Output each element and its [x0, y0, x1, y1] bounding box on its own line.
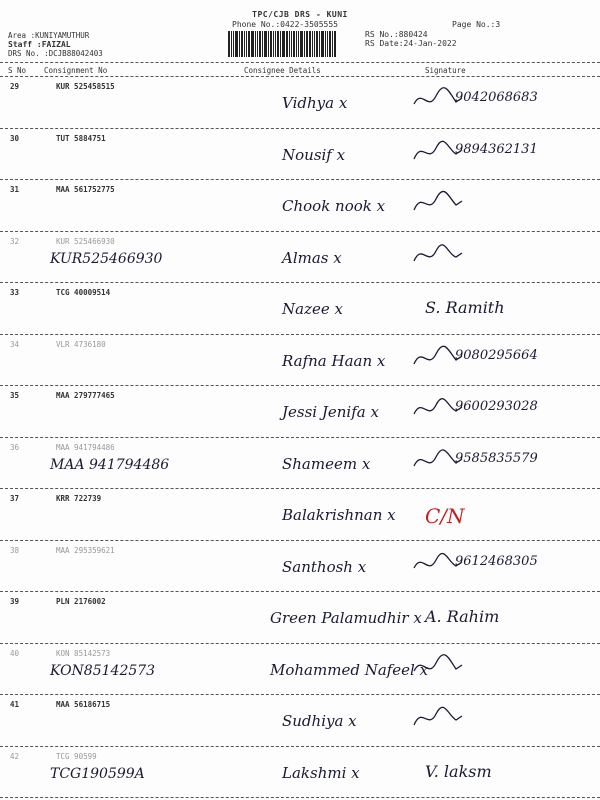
row-consignment-no: KUR 525466930	[56, 236, 115, 246]
barcode-bar	[319, 31, 320, 57]
barcode-bar	[244, 31, 245, 57]
barcode-bar	[248, 31, 250, 57]
phone-number: Phone No.:0422-3505555	[232, 20, 338, 29]
row-consignee-name: Lakshmi x	[282, 763, 360, 782]
barcode-bar	[277, 31, 279, 57]
row-consignee-name: Chook nook x	[282, 197, 386, 215]
row-phone-number: 9042068683	[455, 90, 538, 105]
row-consignee-name: Nazee x	[282, 300, 343, 318]
row-consignment-no: KUR 525458515	[56, 82, 115, 91]
barcode-bar	[300, 31, 303, 57]
row-sno: 31	[10, 185, 20, 194]
barcode-bar	[329, 31, 331, 57]
barcode-bar	[325, 31, 326, 57]
barcode-bar	[314, 31, 315, 57]
row-consignee-name: Almas x	[282, 248, 342, 267]
document-title: TPC/CJB DRS - KUNI	[252, 10, 348, 19]
row-divider	[0, 643, 600, 644]
row-divider	[0, 797, 600, 798]
row-phone-number: 9600293028	[455, 399, 538, 414]
barcode-image	[228, 31, 360, 57]
row-consignment-no: PLN 2176002	[56, 597, 106, 606]
barcode-bar	[255, 31, 256, 57]
barcode-bar	[233, 31, 234, 57]
row-sno: 34	[10, 339, 20, 349]
barcode-bar	[298, 31, 299, 57]
column-header-consignment: Consignment No	[44, 66, 108, 75]
row-consignee-name: Mohammed Nafeel x	[270, 660, 429, 679]
barcode-bar	[280, 31, 281, 57]
row-consignment-no: KRR 722739	[56, 494, 102, 503]
row-consignee-name: Sudhiya x	[282, 712, 357, 730]
barcode-bar	[316, 31, 318, 57]
barcode-bar	[251, 31, 254, 57]
row-phone-number: 9585835579	[455, 450, 538, 466]
row-handwritten-consignment: MAA 941794486	[50, 456, 170, 473]
staff-field: Staff :FAIZAL	[8, 40, 71, 49]
row-signature-mark	[412, 653, 464, 681]
barcode-bar	[235, 31, 238, 57]
barcode-bar	[273, 31, 274, 57]
row-consignment-no: TCG 90599	[56, 751, 97, 761]
row-sno: 38	[10, 545, 20, 555]
row-handwritten-consignment: KON85142573	[50, 662, 156, 679]
barcode-bar	[327, 31, 328, 57]
row-phone-number: 9612468305	[455, 553, 538, 569]
barcode-bar	[282, 31, 285, 57]
barcode-bar	[332, 31, 333, 57]
column-header-signature: Signature	[425, 66, 466, 75]
row-sno: 42	[10, 751, 20, 761]
barcode-bar	[321, 31, 324, 57]
barcode-bar	[262, 31, 263, 57]
row-consignee-name: Jessi Jenifa x	[282, 403, 379, 421]
row-divider	[0, 591, 600, 592]
drs-number: DRS No. :DCJB88042403	[8, 49, 103, 58]
barcode-bar	[289, 31, 290, 57]
row-consignee-name: Shameem x	[282, 454, 371, 473]
barcode-bar	[275, 31, 276, 57]
row-divider	[0, 488, 600, 489]
barcode-bar	[231, 31, 232, 57]
row-divider	[0, 128, 600, 129]
row-consignee-name: Santhosh x	[282, 557, 367, 576]
barcode-bar	[270, 31, 272, 57]
row-divider	[0, 746, 600, 747]
barcode-bar	[286, 31, 288, 57]
row-phone-number: 9894362131	[455, 141, 538, 157]
barcode-bar	[293, 31, 295, 57]
row-consignee-name: Rafna Haan x	[282, 351, 386, 370]
row-sno: 33	[10, 288, 20, 297]
barcode-bar	[291, 31, 292, 57]
rs-number: RS No.:880424	[365, 30, 428, 39]
column-header-consignee: Consignee Details	[244, 66, 321, 75]
row-signature-text: S. Ramith	[425, 298, 505, 317]
row-consignment-no: VLR 4736180	[56, 339, 106, 349]
row-signature-mark	[412, 241, 464, 269]
barcode-bar	[268, 31, 269, 57]
row-consignment-no: MAA 56186715	[56, 700, 111, 709]
barcode-bar	[304, 31, 305, 57]
barcode-bar	[334, 31, 336, 57]
row-divider	[0, 437, 600, 438]
row-divider	[0, 282, 600, 283]
row-consignment-no: MAA 295359621	[56, 545, 115, 555]
row-phone-number: 9080295664	[455, 347, 538, 363]
row-signature-mark	[412, 704, 464, 732]
row-consignee-name: Green Palamudhir x	[270, 609, 422, 627]
row-sno: 36	[10, 442, 20, 452]
row-consignment-no: TUT 5884751	[56, 133, 106, 143]
area-field: Area :KUNIYAMUTHUR	[8, 31, 90, 40]
row-sno: 30	[10, 133, 20, 143]
row-consignment-no: MAA 561752775	[56, 185, 115, 194]
row-sno: 39	[10, 597, 20, 606]
row-sno: 32	[10, 236, 20, 246]
row-consignment-no: MAA 279777465	[56, 391, 115, 400]
barcode-bar	[239, 31, 240, 57]
page-number: Page No.:3	[452, 20, 501, 29]
row-consignee-name: Balakrishnan x	[282, 506, 396, 524]
row-consignment-no: TCG 40009514	[56, 288, 111, 297]
row-divider	[0, 334, 600, 335]
row-consignee-name: Vidhya x	[282, 94, 348, 112]
row-sno: 37	[10, 494, 20, 503]
barcode-bar	[306, 31, 308, 57]
row-signature-mark	[412, 189, 464, 217]
barcode-bar	[296, 31, 297, 57]
row-divider	[0, 385, 600, 386]
barcode-bar	[246, 31, 247, 57]
rs-date: RS Date:24-Jan-2022	[365, 39, 457, 48]
barcode-bar	[312, 31, 313, 57]
row-sno: 41	[10, 700, 20, 709]
header-divider-bottom	[0, 76, 600, 77]
row-signature-text: A. Rahim	[425, 607, 500, 626]
barcode-bar	[228, 31, 230, 57]
barcode-bar	[309, 31, 311, 57]
row-consignment-no: KON 85142573	[56, 648, 111, 658]
barcode-bar	[257, 31, 258, 57]
row-handwritten-consignment: TCG190599A	[50, 765, 145, 782]
row-sno: 29	[10, 82, 20, 91]
row-divider	[0, 179, 600, 180]
barcode-bar	[264, 31, 267, 57]
row-divider	[0, 231, 600, 232]
row-sno: 35	[10, 391, 20, 400]
row-consignee-name: Nousif x	[282, 145, 346, 164]
column-header-sno: S No	[8, 66, 27, 75]
row-signature-text: V. laksm	[425, 761, 492, 781]
row-divider	[0, 540, 600, 541]
row-signature-text: C/N	[425, 504, 465, 528]
row-divider	[0, 694, 600, 695]
barcode-bar	[241, 31, 243, 57]
row-sno: 40	[10, 648, 20, 658]
barcode-bar	[259, 31, 261, 57]
row-consignment-no: MAA 941794486	[56, 442, 115, 452]
header-divider-top	[0, 62, 600, 63]
row-handwritten-consignment: KUR525466930	[50, 250, 163, 267]
